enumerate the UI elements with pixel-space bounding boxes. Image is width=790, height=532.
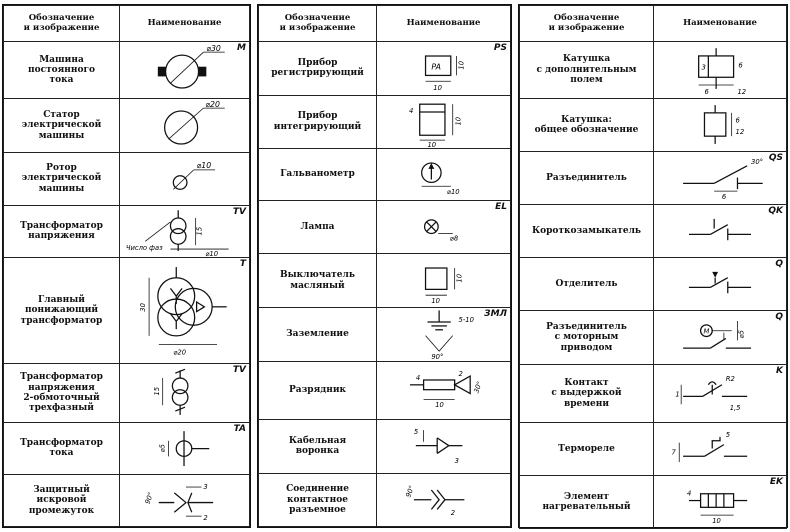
row-name: Разъединитель с моторным приводом: [520, 311, 654, 365]
code-label: M: [237, 43, 246, 54]
dim-text: 10: [435, 401, 444, 410]
oil-circuit-breaker-symbol: [377, 254, 510, 306]
code-label: QS: [768, 153, 783, 163]
dim-text: 90°: [431, 352, 444, 361]
thermal-relay-symbol: [654, 423, 786, 475]
dim-text: 15: [152, 387, 161, 396]
heating-element-symbol: [654, 476, 786, 528]
symbol-cell: [377, 201, 511, 254]
dim-text: M: [703, 327, 710, 336]
dim-text: 12: [735, 128, 745, 137]
header-designation: Обозначение и изображение: [4, 6, 120, 42]
dim-text: 3: [203, 482, 208, 491]
header-name: Наименование: [120, 6, 250, 42]
coil-additional-field-symbol: [654, 42, 786, 98]
symbol-cell: [654, 152, 787, 205]
row-name: Трансформатор напряжения: [4, 205, 120, 257]
row-name: Лампа: [259, 201, 377, 254]
dim-text: 2: [450, 508, 456, 517]
recording-instrument-symbol: [377, 42, 510, 94]
cable-funnel-symbol: [377, 420, 510, 472]
dim-text: 10: [455, 274, 464, 283]
symbol-cell: [654, 99, 787, 152]
symbol-cell: [377, 148, 511, 200]
plug-connection-symbol: [377, 474, 510, 526]
code-label: K: [776, 366, 783, 376]
symbol-cell: [377, 307, 511, 361]
dim-text: ⌀5: [737, 330, 746, 339]
dim-text: 3: [701, 63, 706, 72]
row-name: Отделитель: [520, 258, 654, 311]
row-name: Катушка с дополнительным полем: [520, 42, 654, 99]
dim-text: 6: [738, 61, 743, 70]
symbol-cell: [377, 42, 511, 95]
code-label: QK: [768, 206, 783, 216]
lamp-symbol: [377, 201, 510, 253]
rotor-symbol: [120, 153, 249, 205]
dim-text: ⌀10: [446, 187, 460, 196]
row-name: Разрядник: [259, 362, 377, 420]
surge-arrester-symbol: [377, 362, 510, 419]
dim-text: 2: [203, 513, 208, 522]
dim-text: ⌀10: [196, 160, 212, 170]
symbol-cell: [654, 365, 787, 423]
dim-text: 12: [737, 87, 747, 96]
row-name: Трансформатор напряжения 2-обмоточный трехфазный: [4, 364, 120, 422]
row-name: Заземление: [259, 307, 377, 361]
row-name: Ротор электрической машины: [4, 152, 120, 205]
symbol-cell: [377, 420, 511, 473]
symbol-cell: [654, 423, 787, 476]
symbol-cell: [654, 205, 787, 258]
integrating-instrument-symbol: [377, 96, 510, 148]
dim-text: 10: [427, 140, 437, 148]
disconnector-symbol: [654, 152, 786, 204]
voltage-transformer-symbol: [120, 206, 249, 257]
row-name: Выключатель масляный: [259, 254, 377, 307]
dim-text: 10: [431, 297, 441, 306]
dim-text: 2: [458, 370, 463, 379]
dim-text: PA: [431, 62, 441, 72]
header-designation: Обозначение и изображение: [520, 6, 654, 42]
symbol-cell: [120, 205, 250, 257]
symbol-cell: [120, 364, 250, 422]
row-name: Элемент нагревательный: [520, 476, 654, 529]
code-label: TV: [232, 206, 246, 217]
code-label: T: [239, 258, 246, 269]
separator-symbol: [654, 258, 786, 310]
header-name: Наименование: [654, 6, 787, 42]
dim-text: 30: [139, 303, 148, 312]
dim-text: 4: [415, 373, 421, 382]
row-name: Трансформатор тока: [4, 422, 120, 474]
row-name: Статор электрической машины: [4, 99, 120, 152]
dim-text: ⌀5: [158, 443, 167, 453]
panel-3: [518, 4, 788, 528]
row-name: Кабельная воронка: [259, 420, 377, 473]
coil-general-symbol: [654, 99, 786, 151]
dim-text: Число фаз: [125, 243, 163, 252]
dim-text: 15: [195, 226, 204, 236]
dim-text: ⌀30: [206, 44, 221, 54]
current-transformer-symbol: [120, 423, 249, 474]
dim-text: 6: [735, 116, 740, 125]
dim-text: 1,5: [729, 404, 741, 412]
row-name: Соединение контактное разъемное: [259, 473, 377, 526]
symbol-cell: [120, 474, 250, 526]
dim-text: 1: [675, 390, 680, 399]
panel-1: [2, 4, 251, 528]
time-delay-contact-symbol: [654, 365, 786, 422]
symbol-cell: [120, 99, 250, 152]
dim-text: 3: [454, 457, 459, 466]
dim-text: 6: [704, 87, 709, 96]
dim-text: 90°: [143, 490, 156, 505]
dim-text: ⌀20: [205, 100, 220, 110]
spark-gap-symbol: [120, 475, 249, 526]
row-name: Прибор интегрирующий: [259, 95, 377, 148]
dim-text: 6: [721, 192, 727, 201]
code-label: TA: [233, 423, 246, 434]
symbol-cell: [120, 422, 250, 474]
symbol-cell: [377, 362, 511, 420]
symbol-cell: [120, 42, 250, 99]
dim-text: ⌀10: [205, 249, 219, 257]
dim-text: 30°: [472, 380, 484, 395]
row-name: Прибор регистрирующий: [259, 42, 377, 95]
dim-text: 10: [454, 116, 463, 126]
symbol-cell: [654, 476, 787, 529]
row-name: Гальванометр: [259, 148, 377, 200]
dim-text: 30°: [751, 157, 764, 166]
code-label: EL: [495, 202, 507, 213]
header-designation: Обозначение и изображение: [259, 6, 377, 42]
dim-text: 10: [712, 516, 721, 525]
galvanometer-symbol: [377, 149, 510, 200]
dim-text: 5-10: [458, 315, 474, 324]
dim-text: 90°: [404, 484, 417, 499]
dim-text: ⌀8: [449, 234, 459, 243]
code-label: TV: [232, 365, 246, 376]
dim-text: 10: [433, 84, 442, 93]
dim-text: 5: [725, 430, 731, 439]
panel-2: [257, 4, 512, 528]
code-label: Q: [775, 259, 783, 269]
row-name: Термореле: [520, 423, 654, 476]
row-name: Контакт с выдержкой времени: [520, 365, 654, 423]
dim-text: R2: [725, 374, 735, 383]
dc-machine-symbol: [120, 42, 249, 98]
symbol-cell: [377, 254, 511, 307]
symbol-cell: [120, 257, 250, 363]
symbol-cell: [654, 311, 787, 365]
row-name: Главный понижающий трансформатор: [4, 257, 120, 363]
code-label: EK: [769, 477, 783, 487]
stator-symbol: [120, 99, 249, 151]
row-name: Короткозамыкатель: [520, 205, 654, 258]
dim-text: 10: [457, 61, 466, 70]
header-name: Наименование: [377, 6, 511, 42]
row-name: Защитный искровой промежуток: [4, 474, 120, 526]
dim-text: 5: [413, 428, 419, 437]
motor-disconnector-symbol: [654, 311, 786, 364]
code-label: ЗМЛ: [484, 308, 507, 319]
row-name: Катушка: общее обозначение: [520, 99, 654, 152]
dim-text: 7: [671, 448, 676, 457]
symbol-cell: [654, 258, 787, 311]
code-label: PS: [493, 43, 507, 54]
symbol-cell: [377, 95, 511, 148]
code-label: Q: [775, 312, 783, 322]
symbol-cell: [377, 473, 511, 526]
row-name: Машина постоянного тока: [4, 42, 120, 99]
dim-text: 4: [409, 106, 414, 115]
grounding-symbol: [377, 308, 510, 361]
row-name: Разъединитель: [520, 152, 654, 205]
dim-text: ⌀20: [173, 348, 187, 357]
step-down-transformer-symbol: [120, 258, 249, 363]
two-winding-transformer-symbol: [120, 364, 249, 421]
short-circuiter-symbol: [654, 205, 786, 257]
symbol-cell: [120, 152, 250, 205]
symbol-cell: [654, 42, 787, 99]
dim-text: 4: [687, 489, 692, 498]
